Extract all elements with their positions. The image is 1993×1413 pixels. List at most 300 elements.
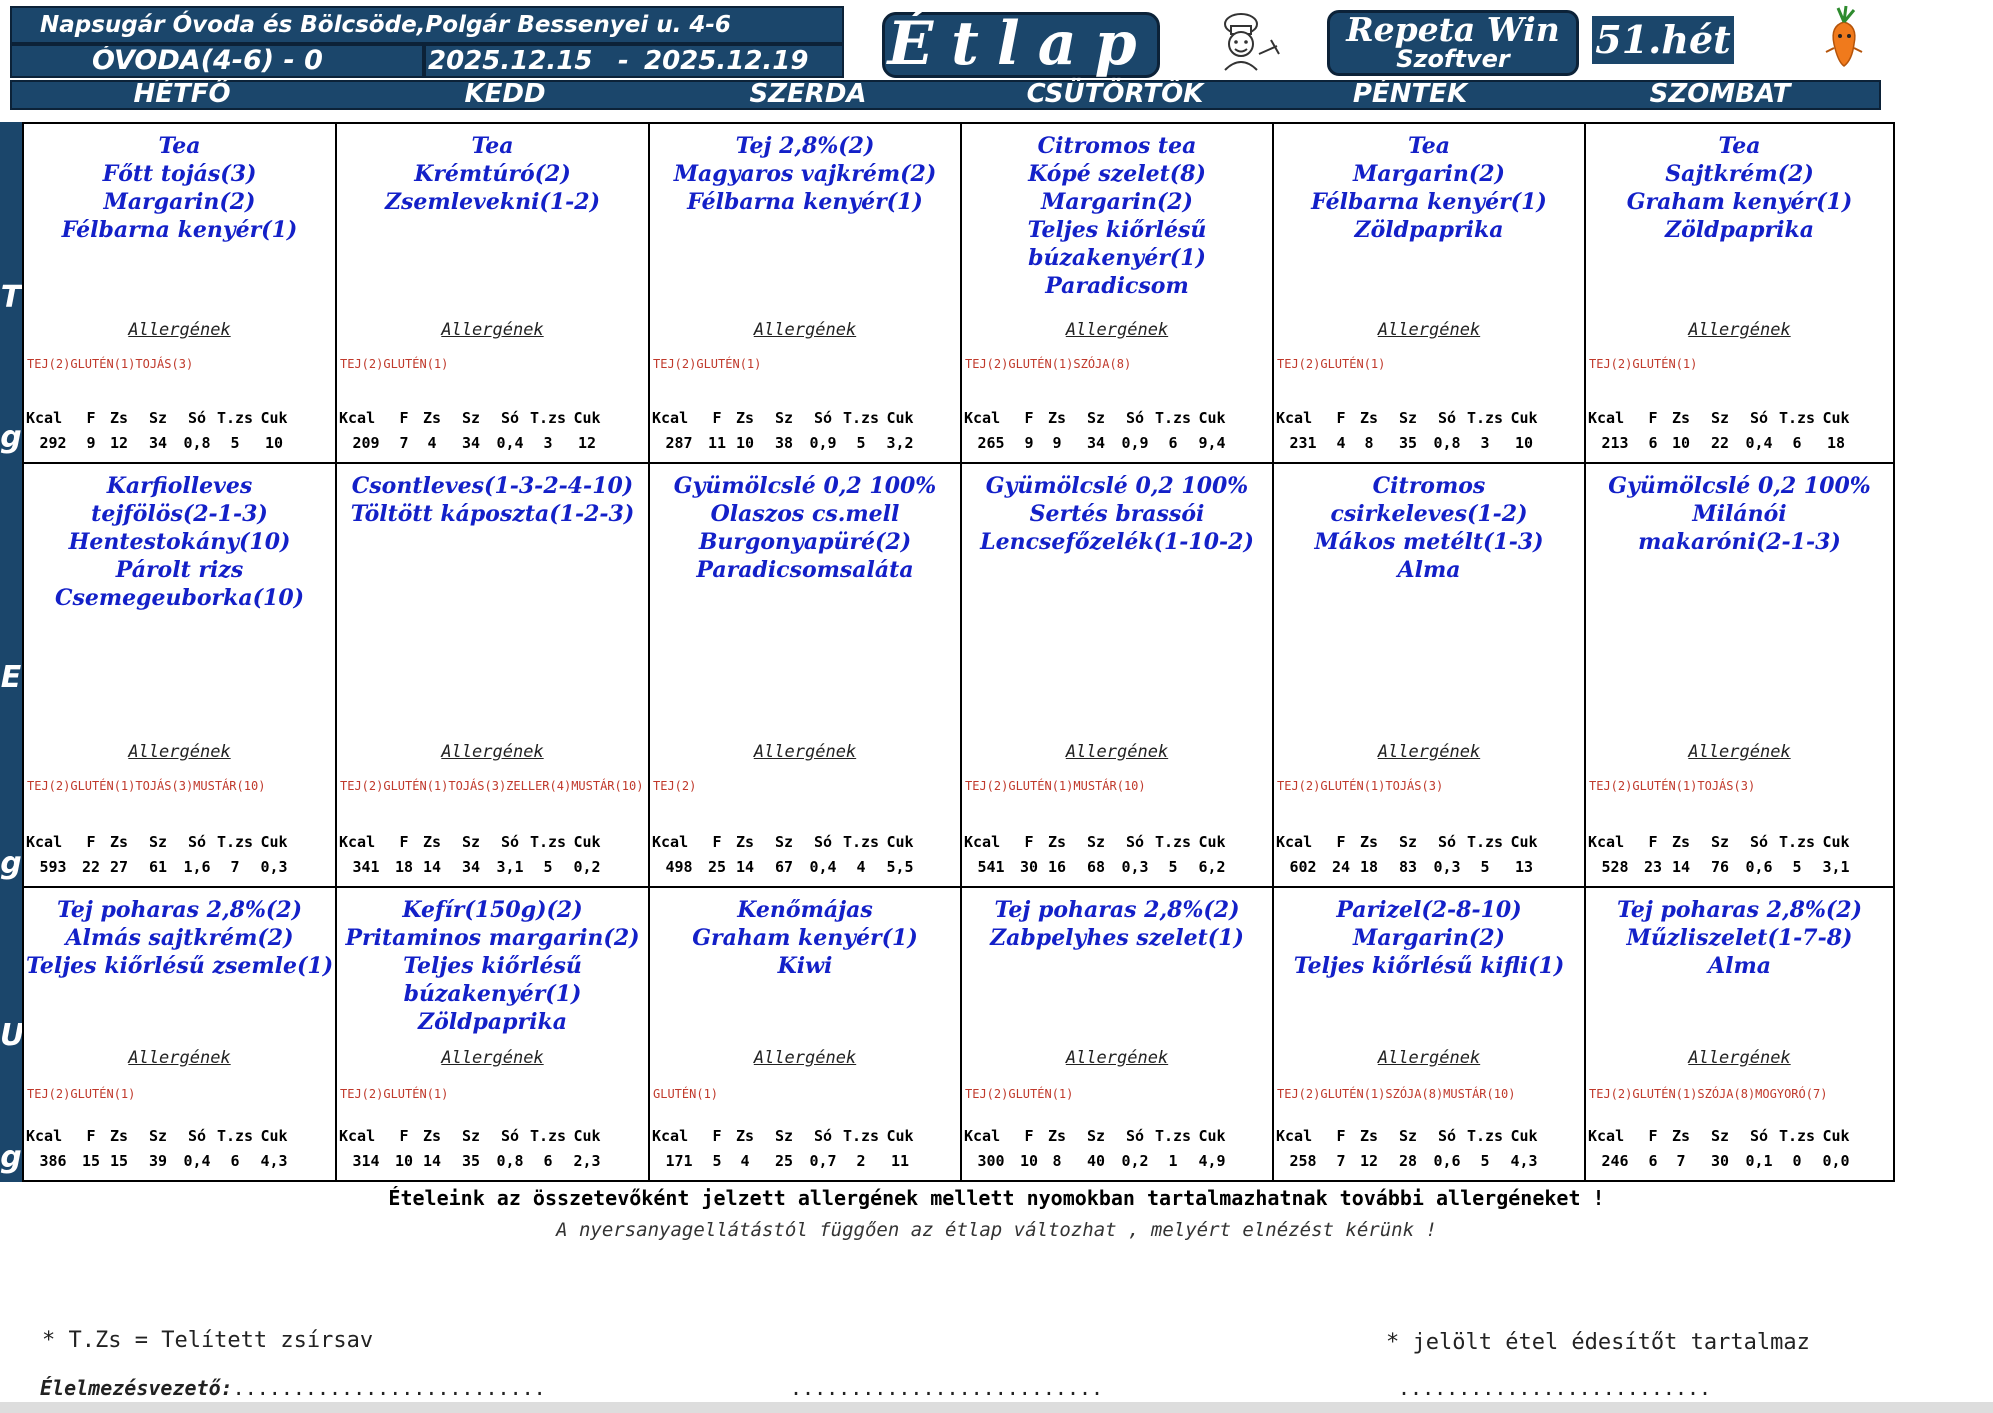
nutrition-value: 341: [352, 858, 380, 876]
institution-banner: [10, 6, 844, 44]
nutrition-value: 209: [352, 434, 380, 452]
institution-name: Napsugár Óvoda és Bölcsöde,Polgár Bessenyei u. 4-6: [40, 12, 731, 38]
food-list: [964, 896, 1270, 952]
nutrition-value: 5: [1792, 858, 1802, 876]
food-list: [652, 896, 958, 980]
nutrition-value: 498: [665, 858, 693, 876]
food-item: Lencsefőzelék(1-10-2): [980, 529, 1254, 555]
tzs-legend: * T.Zs = Telített zsírsav: [42, 1328, 374, 1353]
allergen-list: TEJ(2)GLUTÉN(1): [1277, 357, 1386, 371]
nutrition-header: Kcal: [26, 409, 63, 427]
nutrition-value: 5: [856, 434, 866, 452]
nutrition-header: Cuk: [886, 409, 914, 427]
allergen-heading: Allergének: [1688, 742, 1791, 762]
nutrition-header: F: [712, 409, 722, 427]
allergen-heading: Allergének: [128, 320, 231, 340]
food-list: [1276, 896, 1582, 980]
food-item: Teljes kiőrlésű: [403, 953, 582, 979]
food-item: Graham kenyér(1): [1626, 189, 1853, 215]
brand-badge: [1327, 10, 1579, 76]
group-name: ÓVODA(4-6) - 0: [92, 45, 323, 76]
nutrition-value-row: [1276, 855, 1582, 880]
nutrition-header: T.zs: [1154, 409, 1192, 427]
nutrition-header: Kcal: [964, 409, 1001, 427]
nutrition-value-row: [26, 431, 333, 456]
nutrition-value: 213: [1601, 434, 1629, 452]
nutrition-header: Só: [1125, 409, 1145, 427]
allergen-list: TEJ(2)GLUTÉN(1)SZÓJA(8)MUSTÁR(10): [1277, 1087, 1516, 1101]
nutrition-value: 593: [39, 858, 67, 876]
signature-dots-2: ..........................: [790, 1376, 1104, 1400]
allergen-list: TEJ(2)GLUTÉN(1)TOJÁS(3): [1589, 779, 1756, 793]
nutrition-value: 292: [39, 434, 67, 452]
menu-cell-saturday: [1586, 888, 1893, 1180]
nutrition-header-row: [1588, 1124, 1891, 1149]
nutrition-header: Zs: [1359, 1127, 1379, 1145]
nutrition-value-row: [652, 431, 958, 456]
food-list: [652, 472, 958, 584]
nutrition-header: Kcal: [1588, 409, 1625, 427]
nutrition-value: 0,6: [1433, 1152, 1461, 1170]
nutrition-header-row: [26, 830, 333, 855]
food-item: makaróni(2-1-3): [1638, 529, 1841, 555]
nutrition-table: [26, 830, 333, 880]
nutrition-value: 5: [1480, 858, 1490, 876]
menu-cell-saturday: [1586, 124, 1893, 464]
nutrition-value: 0,2: [573, 858, 601, 876]
nutrition-value: 0,1: [1745, 1152, 1773, 1170]
nutrition-header: Sz: [774, 833, 794, 851]
nutrition-header: T.zs: [842, 1127, 880, 1145]
nutrition-header: Kcal: [1276, 833, 1313, 851]
nutrition-header: F: [1336, 833, 1346, 851]
nutrition-value: 4: [427, 434, 437, 452]
food-item: Félbarna kenyér(1): [61, 217, 298, 243]
nutrition-header: F: [399, 833, 409, 851]
nutrition-value: 9: [1052, 434, 1062, 452]
food-item: Félbarna kenyér(1): [687, 189, 923, 215]
nutrition-value: 386: [39, 1152, 67, 1170]
food-item: Sertés brassói: [1029, 501, 1205, 527]
menu-cell-monday: [24, 888, 337, 1180]
nutrition-value: 34: [461, 434, 481, 452]
nutrition-header: T.zs: [1778, 1127, 1816, 1145]
nutrition-header: Sz: [1398, 1127, 1418, 1145]
nutrition-value: 23: [1643, 858, 1663, 876]
food-item: Margarin(2): [103, 189, 256, 215]
nutrition-header: F: [399, 1127, 409, 1145]
nutrition-header: Cuk: [260, 409, 288, 427]
nutrition-table: [1588, 830, 1891, 880]
food-item: Burgonyapüré(2): [698, 529, 912, 555]
nutrition-header: Sz: [1086, 1127, 1106, 1145]
nutrition-value: 14: [422, 858, 442, 876]
allergen-disclaimer: Ételeink az összetevőként jelzett allergének mellett nyomokban tartalmazhatnak további allergéneket !: [388, 1186, 1605, 1210]
food-item: Zsemlevekni(1-2): [384, 189, 600, 215]
nutrition-table: [1276, 1124, 1582, 1174]
change-disclaimer: A nyersanyagellátástól függően az étlap változhat , melyért elnézést kérünk !: [556, 1219, 1437, 1241]
food-list: [339, 472, 646, 528]
nutrition-value: 2,3: [573, 1152, 601, 1170]
nutrition-value: 6: [230, 1152, 240, 1170]
nutrition-header-row: [26, 406, 333, 431]
nutrition-value: 2: [856, 1152, 866, 1170]
nutrition-value: 10: [1671, 434, 1691, 452]
nutrition-value-row: [26, 1149, 333, 1174]
nutrition-value: 1,6: [183, 858, 211, 876]
nutrition-value-row: [1588, 431, 1891, 456]
signature-line: [40, 1376, 546, 1400]
nutrition-value: 38: [774, 434, 794, 452]
nutrition-value-row: [964, 1149, 1270, 1174]
nutrition-header: Zs: [735, 409, 755, 427]
menu-cell-thursday: [962, 124, 1274, 464]
nutrition-header: Sz: [1710, 833, 1730, 851]
nutrition-header: Só: [187, 1127, 207, 1145]
nutrition-header: Sz: [1086, 833, 1106, 851]
nutrition-header: T.zs: [842, 833, 880, 851]
nutrition-header: Zs: [1671, 1127, 1691, 1145]
nutrition-header-row: [1276, 830, 1582, 855]
food-item: Sajtkrém(2): [1665, 161, 1814, 187]
nutrition-value: 11: [707, 434, 727, 452]
food-item: Gyümölcslé 0,2 100%: [985, 473, 1249, 499]
food-item: Tej poharas 2,8%(2): [1617, 897, 1862, 923]
nutrition-value: 10: [264, 434, 284, 452]
food-item: Teljes kiőrlésű zsemle(1): [26, 953, 334, 979]
nutrition-table: [1276, 406, 1582, 456]
nutrition-value: 0,2: [1121, 1152, 1149, 1170]
nutrition-header-row: [964, 830, 1270, 855]
brand-name: Repeta Win: [1346, 10, 1560, 49]
food-item: Alma: [1708, 953, 1771, 979]
nutrition-header: Só: [1437, 409, 1457, 427]
nutrition-header-row: [964, 406, 1270, 431]
nutrition-value-row: [1276, 1149, 1582, 1174]
nutrition-value: 6: [1648, 1152, 1658, 1170]
nutrition-header: Sz: [148, 409, 168, 427]
nutrition-value: 541: [977, 858, 1005, 876]
food-item: Zöldpaprika: [418, 1009, 567, 1035]
food-item: Margarin(2): [1353, 925, 1505, 951]
nutrition-header: T.zs: [1778, 409, 1816, 427]
nutrition-value: 24: [1331, 858, 1351, 876]
nutrition-value: 171: [665, 1152, 693, 1170]
nutrition-value: 30: [1019, 858, 1039, 876]
nutrition-header: Kcal: [1276, 409, 1313, 427]
nutrition-header: Zs: [1359, 409, 1379, 427]
nutrition-header: Só: [187, 833, 207, 851]
nutrition-value: 14: [422, 1152, 442, 1170]
nutrition-value: 300: [977, 1152, 1005, 1170]
allergen-heading: Allergének: [1377, 320, 1481, 340]
nutrition-value: 0,3: [1121, 858, 1149, 876]
nutrition-header: Zs: [422, 833, 442, 851]
nutrition-table: [339, 830, 646, 880]
nutrition-value: 5: [1168, 858, 1178, 876]
nutrition-value: 8: [1052, 1152, 1062, 1170]
nutrition-header: Sz: [1398, 409, 1418, 427]
nutrition-header: Cuk: [573, 409, 601, 427]
food-item: Gyümölcslé 0,2 100%: [673, 473, 937, 499]
nutrition-value: 4: [856, 858, 866, 876]
nutrition-value: 7: [230, 858, 240, 876]
food-item: Paradicsom: [1045, 273, 1189, 299]
nutrition-value: 6,2: [1198, 858, 1226, 876]
allergen-list: TEJ(2)GLUTÉN(1)MUSTÁR(10): [965, 779, 1146, 793]
nutrition-value: 528: [1601, 858, 1629, 876]
nutrition-header-row: [964, 1124, 1270, 1149]
nutrition-value: 0,4: [1745, 434, 1773, 452]
nutrition-value: 1: [1168, 1152, 1178, 1170]
nutrition-header: T.zs: [216, 409, 254, 427]
date-from: 2025.12.15: [428, 46, 593, 76]
brand-subtitle: Szoftver: [1396, 45, 1510, 73]
food-item: Krémtúró(2): [414, 161, 571, 187]
nutrition-value: 27: [109, 858, 129, 876]
nutrition-value-row: [26, 855, 333, 880]
nutrition-header: Kcal: [1588, 833, 1625, 851]
nutrition-header: Cuk: [573, 1127, 601, 1145]
nutrition-value: 30: [1710, 1152, 1730, 1170]
nutrition-header: Cuk: [886, 1127, 914, 1145]
nutrition-header: Cuk: [1822, 1127, 1850, 1145]
food-item: Almás sajtkrém(2): [65, 925, 294, 951]
nutrition-header: T.zs: [216, 1127, 254, 1145]
allergen-list: TEJ(2)GLUTÉN(1): [340, 1087, 449, 1101]
nutrition-value: 18: [394, 858, 414, 876]
nutrition-value-row: [964, 855, 1270, 880]
nutrition-value-row: [1588, 1149, 1891, 1174]
nutrition-value: 12: [109, 434, 129, 452]
nutrition-header: Só: [187, 409, 207, 427]
menu-cell-thursday: [962, 464, 1274, 888]
nutrition-header: T.zs: [529, 833, 567, 851]
nutrition-table: [964, 830, 1270, 880]
allergen-heading: Allergének: [1688, 320, 1791, 340]
nutrition-header: Só: [1749, 833, 1769, 851]
nutrition-header: T.zs: [1154, 1127, 1192, 1145]
nutrition-header: F: [1648, 833, 1658, 851]
food-list: [964, 132, 1270, 300]
nutrition-header: Cuk: [1822, 409, 1850, 427]
nutrition-value: 12: [1359, 1152, 1379, 1170]
nutrition-value: 4,9: [1198, 1152, 1226, 1170]
nutrition-header: Zs: [1047, 833, 1067, 851]
nutrition-header: Sz: [1086, 409, 1106, 427]
nutrition-value: 28: [1398, 1152, 1418, 1170]
food-item: búzakenyér(1): [403, 981, 582, 1007]
nutrition-value: 0,8: [496, 1152, 524, 1170]
allergen-list: GLUTÉN(1): [653, 1087, 719, 1101]
nutrition-header: Zs: [735, 833, 755, 851]
nutrition-value: 35: [1398, 434, 1418, 452]
allergen-heading: Allergének: [753, 742, 857, 762]
nutrition-value: 5: [543, 858, 553, 876]
side-letter: U: [0, 1018, 25, 1053]
food-item: Magyaros vajkrém(2): [673, 161, 937, 187]
nutrition-value: 6: [1648, 434, 1658, 452]
food-list: [339, 896, 646, 1036]
nutrition-value: 76: [1710, 858, 1730, 876]
nutrition-header: Zs: [109, 1127, 129, 1145]
nutrition-value: 5: [1480, 1152, 1490, 1170]
nutrition-header: Sz: [461, 1127, 481, 1145]
menu-cell-wednesday: [650, 888, 962, 1180]
nutrition-header: Só: [1437, 833, 1457, 851]
nutrition-value: 4: [1336, 434, 1346, 452]
day-label-saturday: SZOMBAT: [1649, 79, 1791, 109]
food-item: Milánói: [1692, 501, 1787, 527]
food-item: Zöldpaprika: [1354, 217, 1504, 243]
nutrition-value-row: [1276, 431, 1582, 456]
nutrition-header: Cuk: [1510, 1127, 1538, 1145]
day-label-friday: PÉNTEK: [1352, 79, 1468, 109]
food-item: Félbarna kenyér(1): [1311, 189, 1547, 215]
nutrition-table: [652, 406, 958, 456]
nutrition-value: 10: [394, 1152, 414, 1170]
nutrition-value-row: [339, 855, 646, 880]
nutrition-header: T.zs: [216, 833, 254, 851]
food-item: tejfölös(2-1-3): [91, 501, 268, 527]
nutrition-header: Cuk: [886, 833, 914, 851]
nutrition-header: F: [86, 1127, 96, 1145]
nutrition-header: Kcal: [339, 833, 376, 851]
allergen-list: TEJ(2)GLUTÉN(1)TOJÁS(3): [27, 357, 194, 371]
nutrition-header-row: [1588, 830, 1891, 855]
nutrition-header: T.zs: [1466, 833, 1504, 851]
food-item: Párolt rizs: [115, 557, 244, 583]
menu-cell-tuesday: [337, 124, 650, 464]
nutrition-value: 0,4: [183, 1152, 211, 1170]
nutrition-header: F: [1024, 1127, 1034, 1145]
nutrition-table: [26, 406, 333, 456]
nutrition-value: 68: [1086, 858, 1106, 876]
nutrition-table: [339, 406, 646, 456]
menu-cell-friday: [1274, 124, 1586, 464]
nutrition-header-row: [1276, 1124, 1582, 1149]
nutrition-value: 5,5: [886, 858, 914, 876]
allergen-heading: Allergének: [1065, 1048, 1169, 1068]
nutrition-header: Cuk: [260, 833, 288, 851]
food-item: Kópé szelet(8): [1028, 161, 1206, 187]
nutrition-header: F: [1648, 1127, 1658, 1145]
nutrition-value: 34: [148, 434, 168, 452]
nutrition-header: F: [86, 833, 96, 851]
menu-cell-wednesday: [650, 124, 962, 464]
nutrition-value: 34: [461, 858, 481, 876]
nutrition-value: 13: [1514, 858, 1534, 876]
day-label-wednesday: SZERDA: [749, 79, 867, 109]
food-list: [1588, 472, 1891, 556]
allergen-list: TEJ(2)GLUTÉN(1)SZÓJA(8): [965, 357, 1132, 371]
nutrition-header: Cuk: [1822, 833, 1850, 851]
nutrition-header-row: [339, 1124, 646, 1149]
nutrition-header: Sz: [461, 409, 481, 427]
nutrition-value: 22: [81, 858, 101, 876]
food-list: [652, 132, 958, 216]
nutrition-value: 3,1: [1822, 858, 1850, 876]
food-item: Kenőmájas: [737, 897, 873, 923]
food-list: [1588, 132, 1891, 244]
nutrition-header: Só: [500, 409, 520, 427]
food-item: Margarin(2): [1353, 161, 1505, 187]
nutrition-table: [964, 1124, 1270, 1174]
nutrition-header: Só: [1749, 409, 1769, 427]
nutrition-value: 0,9: [809, 434, 837, 452]
nutrition-header: F: [712, 833, 722, 851]
nutrition-value: 314: [352, 1152, 380, 1170]
nutrition-table: [1588, 1124, 1891, 1174]
food-item: Teljes kiőrlésű kifli(1): [1293, 953, 1565, 979]
food-item: Gyümölcslé 0,2 100%: [1608, 473, 1871, 499]
food-item: Citromos tea: [1037, 133, 1197, 159]
nutrition-header: Zs: [422, 1127, 442, 1145]
allergen-heading: Allergének: [441, 1048, 544, 1068]
nutrition-header: F: [86, 409, 96, 427]
nutrition-header: Zs: [109, 833, 129, 851]
menu-cell-thursday: [962, 888, 1274, 1180]
nutrition-value: 6: [1792, 434, 1802, 452]
nutrition-value: 0,3: [260, 858, 288, 876]
nutrition-header: F: [1336, 1127, 1346, 1145]
nutrition-value: 11: [890, 1152, 910, 1170]
food-item: Csontleves(1-3-2-4-10): [351, 473, 634, 499]
nutrition-header: Sz: [148, 1127, 168, 1145]
nutrition-header: Zs: [1047, 1127, 1067, 1145]
nutrition-header: Cuk: [1198, 1127, 1226, 1145]
nutrition-value: 35: [461, 1152, 481, 1170]
allergen-heading: Allergének: [753, 1048, 857, 1068]
nutrition-value: 3,1: [496, 858, 524, 876]
nutrition-header-row: [339, 830, 646, 855]
nutrition-value: 246: [1601, 1152, 1629, 1170]
food-item: Parizel(2-8-10): [1336, 897, 1522, 923]
nutrition-header: F: [399, 409, 409, 427]
nutrition-value: 61: [148, 858, 168, 876]
nutrition-header: F: [1336, 409, 1346, 427]
menu-cell-monday: [24, 124, 337, 464]
nutrition-value: 67: [774, 858, 794, 876]
nutrition-value: 7: [1336, 1152, 1346, 1170]
food-item: Hentestokány(10): [68, 529, 291, 555]
nutrition-header-row: [339, 406, 646, 431]
food-item: Tej 2,8%(2): [735, 133, 875, 159]
nutrition-header: Só: [500, 1127, 520, 1145]
food-item: Graham kenyér(1): [692, 925, 918, 951]
nutrition-value: 231: [1289, 434, 1317, 452]
nutrition-value: 22: [1710, 434, 1730, 452]
nutrition-header: Kcal: [339, 409, 376, 427]
nutrition-header: Só: [1125, 1127, 1145, 1145]
nutrition-header: Kcal: [1276, 1127, 1313, 1145]
allergen-heading: Allergének: [128, 1048, 231, 1068]
nutrition-value: 10: [735, 434, 755, 452]
food-list: [26, 896, 333, 980]
nutrition-header: Cuk: [1198, 409, 1226, 427]
allergen-heading: Allergének: [128, 742, 231, 762]
nutrition-value: 0,8: [1433, 434, 1461, 452]
menu-grid: [22, 122, 1895, 1182]
nutrition-header-row: [1588, 406, 1891, 431]
allergen-list: TEJ(2)GLUTÉN(1)TOJÁS(3): [1277, 779, 1444, 793]
food-item: csirkeleves(1-2): [1330, 501, 1528, 527]
day-label-tuesday: KEDD: [464, 79, 546, 109]
nutrition-header: Zs: [1671, 833, 1691, 851]
nutrition-value-row: [1588, 855, 1891, 880]
nutrition-value: 10: [1019, 1152, 1039, 1170]
nutrition-value: 34: [1086, 434, 1106, 452]
